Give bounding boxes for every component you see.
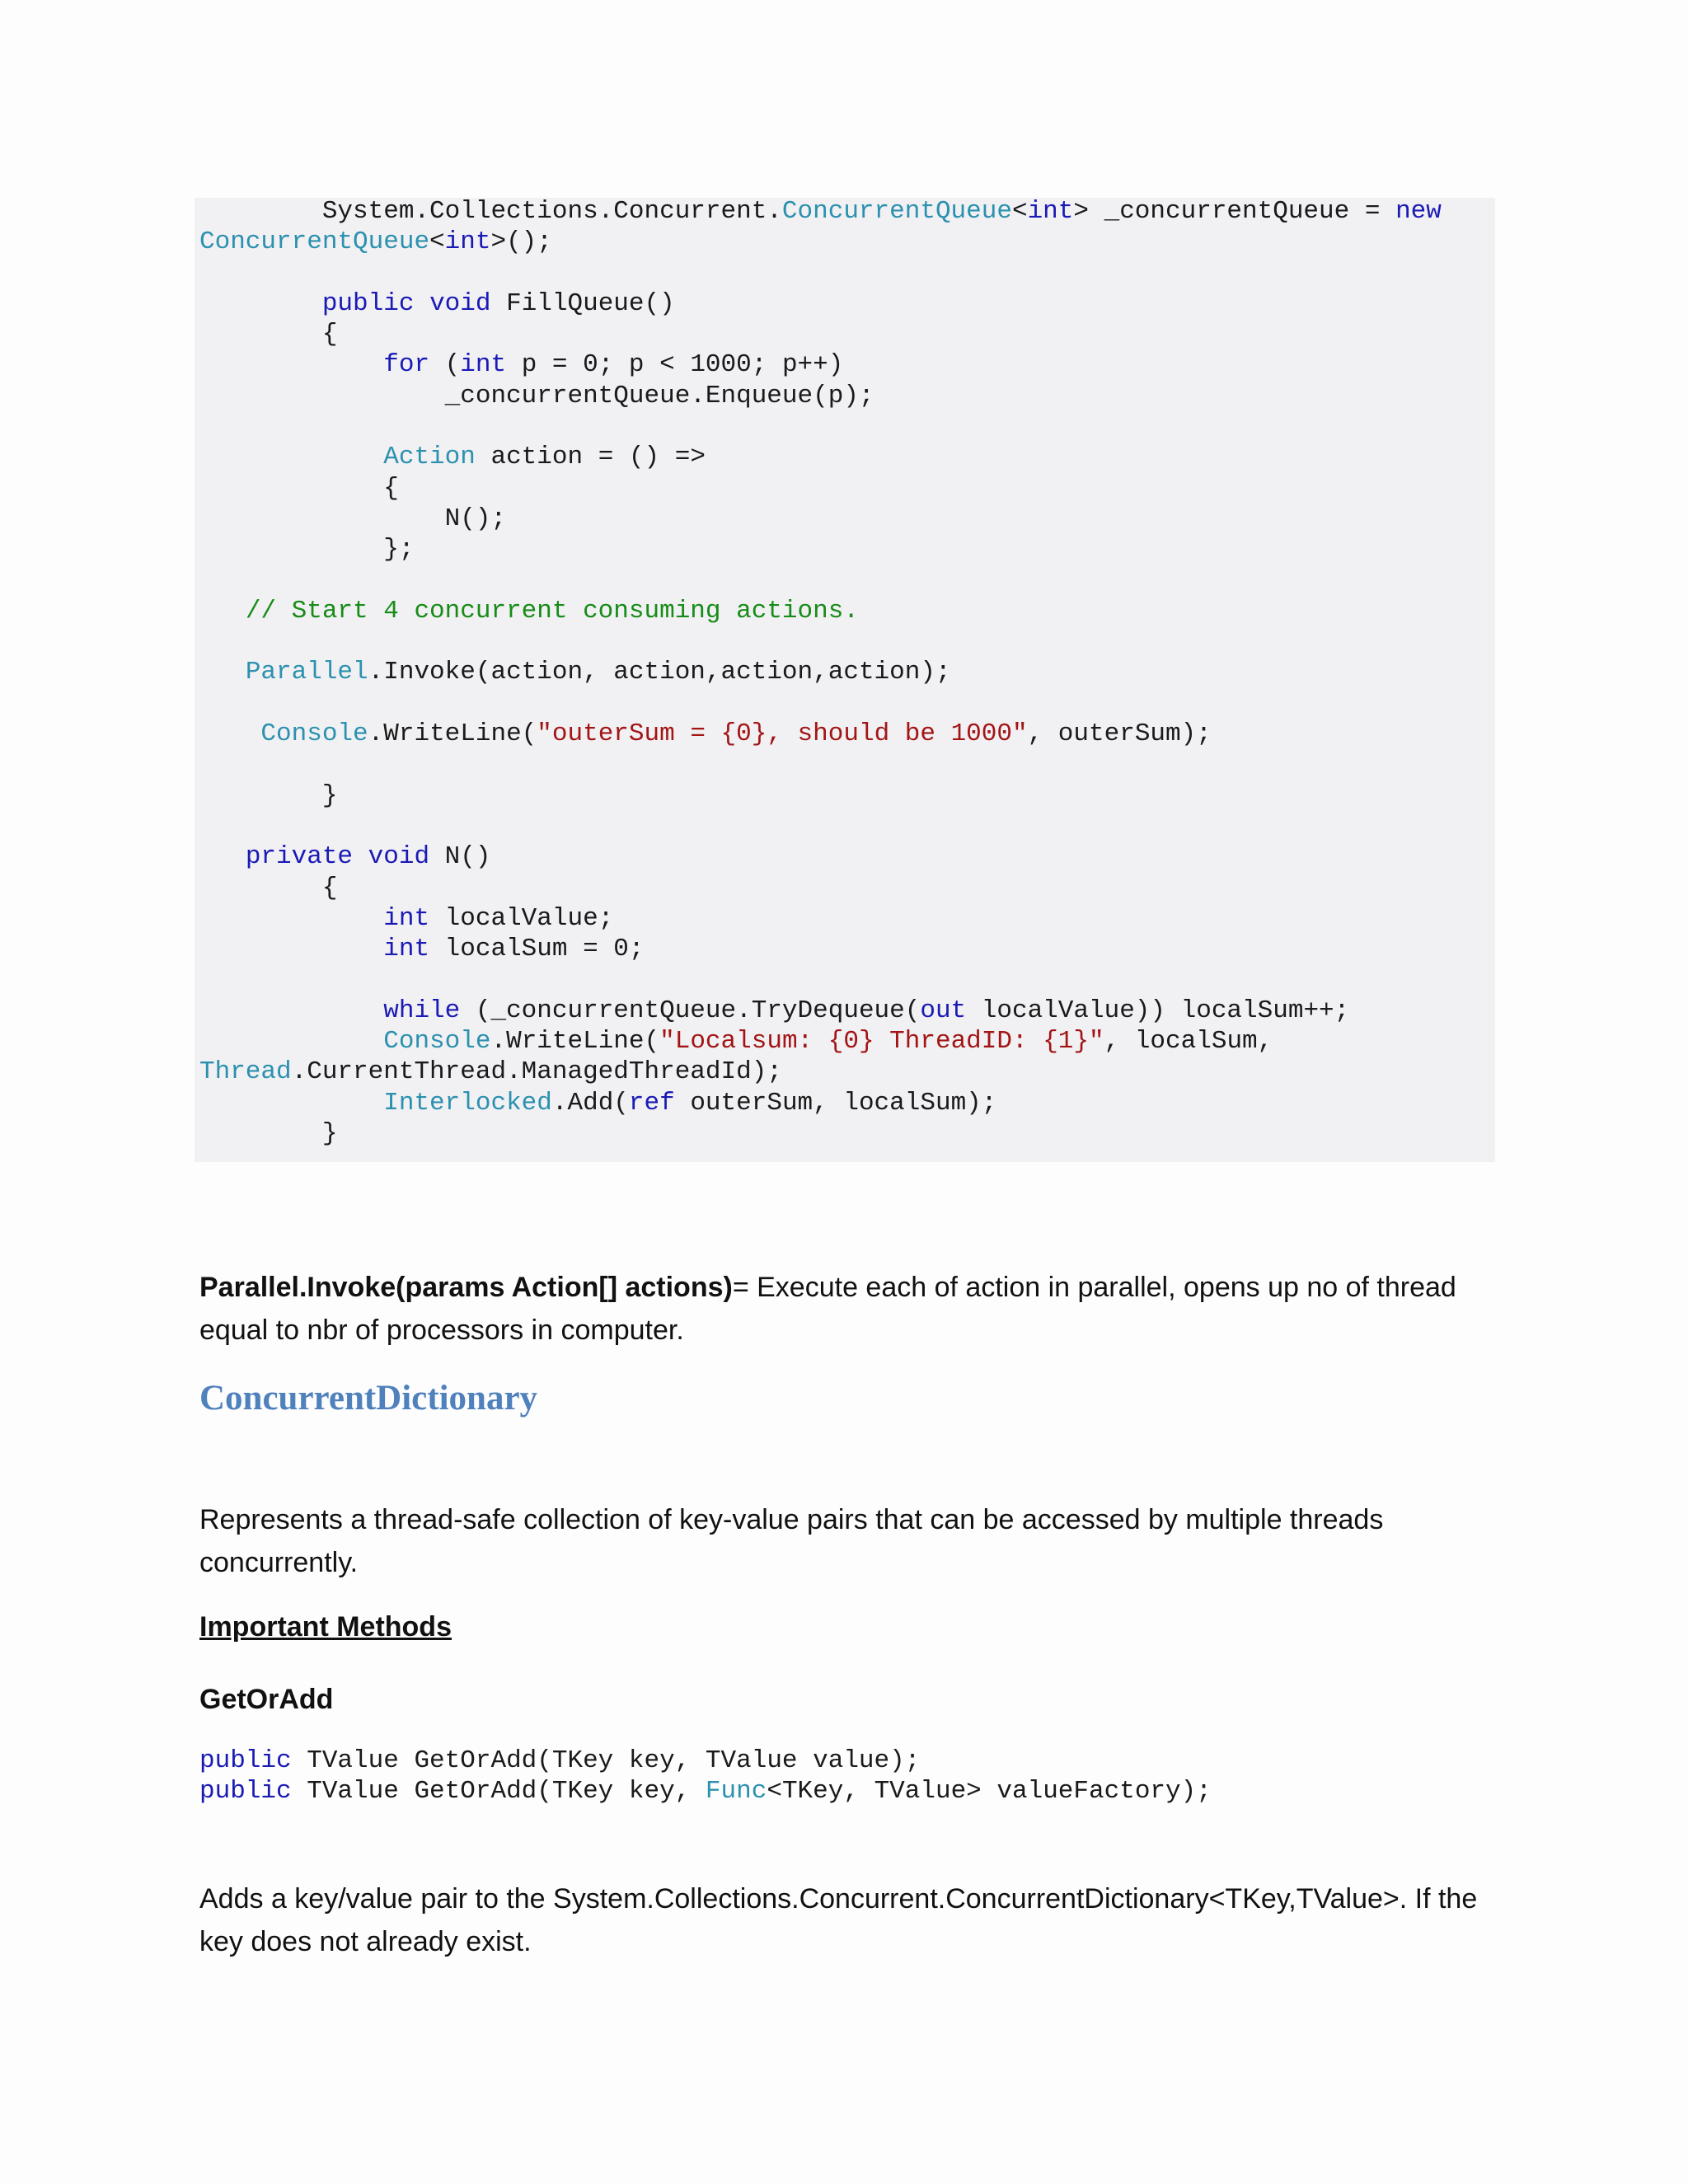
code-line (199, 1746, 1212, 1776)
code-token: Thread (199, 1057, 292, 1087)
code-token (199, 904, 383, 933)
code-sample-getoradd (199, 1746, 1212, 1807)
code-token: localValue; (429, 903, 614, 933)
code-token (199, 350, 383, 379)
code-token: Func (705, 1777, 767, 1807)
code-token: > _concurrentQueue = (1073, 197, 1396, 226)
code-token: Action (383, 443, 476, 472)
code-line (199, 196, 1442, 227)
code-line (199, 258, 1442, 288)
code-token: , localSum, (1104, 1027, 1273, 1057)
parallel-invoke-description: = Execute each of action in parallel, opens up no of thread equal to nbr of processors in computer. (199, 1272, 1456, 1346)
code-token: TValue GetOrAdd(TKey key, (291, 1777, 706, 1807)
code-token: void (368, 842, 430, 872)
code-token: Console (260, 719, 368, 749)
code-token: int (1027, 197, 1074, 226)
code-line (199, 841, 1442, 872)
code-token: N(); (199, 504, 507, 533)
code-token: ConcurrentQueue (781, 197, 1012, 226)
code-line (199, 565, 1442, 596)
code-token: { (199, 873, 338, 902)
code-line (199, 657, 1442, 687)
code-token: } (199, 780, 338, 810)
code-line (199, 288, 1442, 319)
code-token: System.Collections.Concurrent. (199, 197, 782, 226)
code-token (199, 719, 260, 748)
code-line (199, 319, 1442, 349)
code-token: private (245, 842, 354, 872)
code-token: <TKey, TValue> valueFactory); (767, 1777, 1212, 1807)
code-token: "outerSum = {0}, should be 1000" (537, 719, 1028, 749)
code-token: outerSum, localSum); (674, 1088, 997, 1118)
code-line (199, 811, 1442, 841)
code-line (199, 996, 1442, 1026)
code-token: Parallel (245, 658, 368, 687)
code-token: .Add( (551, 1088, 629, 1118)
code-token: int (460, 350, 507, 380)
code-token: localSum = 0; (429, 935, 645, 964)
code-token (199, 597, 246, 626)
code-line (199, 780, 1442, 811)
code-token: int (383, 903, 430, 933)
code-line (199, 1026, 1442, 1057)
code-line (199, 1118, 1442, 1149)
code-token: public (321, 288, 415, 318)
code-token (199, 996, 383, 1025)
code-token: p = 0; p < 1000; p++) (506, 350, 844, 380)
code-line (199, 1088, 1442, 1118)
code-token: for (383, 350, 430, 380)
code-token: while (383, 996, 461, 1025)
code-line (199, 381, 1442, 411)
code-token (199, 935, 383, 963)
code-line (199, 719, 1442, 749)
code-token: .CurrentThread.ManagedThreadId); (291, 1057, 782, 1087)
code-line (199, 473, 1442, 504)
code-token: void (429, 288, 491, 318)
code-line (199, 504, 1442, 534)
code-line (199, 349, 1442, 380)
code-token: N() (429, 842, 491, 872)
code-token: } (199, 1118, 338, 1148)
code-line (199, 596, 1442, 626)
code-token: _concurrentQueue.Enqueue(p); (199, 381, 874, 410)
code-token: }; (199, 535, 415, 565)
code-line (199, 1057, 1442, 1087)
code-token: FillQueue() (490, 288, 675, 318)
code-token (199, 842, 246, 871)
code-token: new (1395, 197, 1442, 226)
code-line (199, 688, 1442, 719)
concurrentdictionary-description: Represents a thread-safe collection of key-value pairs that can be accessed by multiple threads concurrently. (199, 1504, 1384, 1578)
code-line (199, 227, 1442, 257)
getoradd-description: Adds a key/value pair to the System.Collections.Concurrent.ConcurrentDictionary<TKey,TValue>. If the key does not already exist. (199, 1883, 1478, 1957)
code-line (199, 903, 1442, 934)
code-token: localValue)) localSum++; (966, 996, 1350, 1025)
code-token: Console (383, 1027, 491, 1057)
code-token: ref (628, 1088, 675, 1118)
code-token: { (199, 473, 399, 503)
code-token: .WriteLine( (368, 719, 537, 749)
code-line (199, 534, 1442, 565)
code-token (199, 1027, 383, 1056)
code-token: < (1011, 197, 1028, 226)
code-token: int (383, 935, 430, 964)
code-token: , outerSum); (1027, 719, 1212, 749)
code-token: int (444, 227, 491, 257)
code-token: < (429, 227, 445, 257)
code-token: // Start 4 concurrent consuming actions. (245, 596, 859, 626)
code-line (199, 626, 1442, 657)
code-token: ConcurrentQueue (199, 227, 430, 257)
code-token (199, 658, 246, 687)
code-token (414, 289, 429, 318)
code-token: ( (429, 350, 461, 380)
code-token (199, 1089, 383, 1118)
code-line (199, 749, 1442, 780)
code-token (199, 443, 383, 471)
code-token: action = () => (475, 443, 706, 472)
section-heading-concurrentdictionary: ConcurrentDictionary (199, 1379, 538, 1418)
code-token: Interlocked (383, 1088, 552, 1118)
code-token: { (199, 320, 338, 349)
parallel-invoke-signature: Parallel.Invoke(params Action[] actions) (199, 1272, 733, 1303)
code-token: TValue GetOrAdd(TKey key, TValue value); (291, 1746, 921, 1775)
code-line (199, 964, 1442, 995)
code-token: .WriteLine( (490, 1027, 660, 1057)
code-token: public (199, 1746, 292, 1775)
code-line (199, 442, 1442, 472)
code-token: out (920, 996, 967, 1025)
code-token: (_concurrentQueue.TryDequeue( (460, 996, 921, 1025)
parallel-invoke-paragraph (199, 1266, 1485, 1352)
code-token (353, 842, 368, 871)
getoradd-heading: GetOrAdd (199, 1684, 334, 1715)
code-token (199, 289, 322, 318)
code-line (199, 873, 1442, 903)
code-line (199, 1776, 1212, 1807)
code-token: public (199, 1777, 292, 1807)
code-line (199, 934, 1442, 964)
important-methods-heading: Important Methods (199, 1611, 452, 1643)
code-token: "Localsum: {0} ThreadID: {1}" (659, 1027, 1104, 1057)
code-sample-fillqueue (199, 196, 1442, 1149)
code-token: .Invoke(action, action,action,action); (368, 658, 951, 687)
code-token: >(); (490, 227, 552, 257)
code-line (199, 411, 1442, 442)
